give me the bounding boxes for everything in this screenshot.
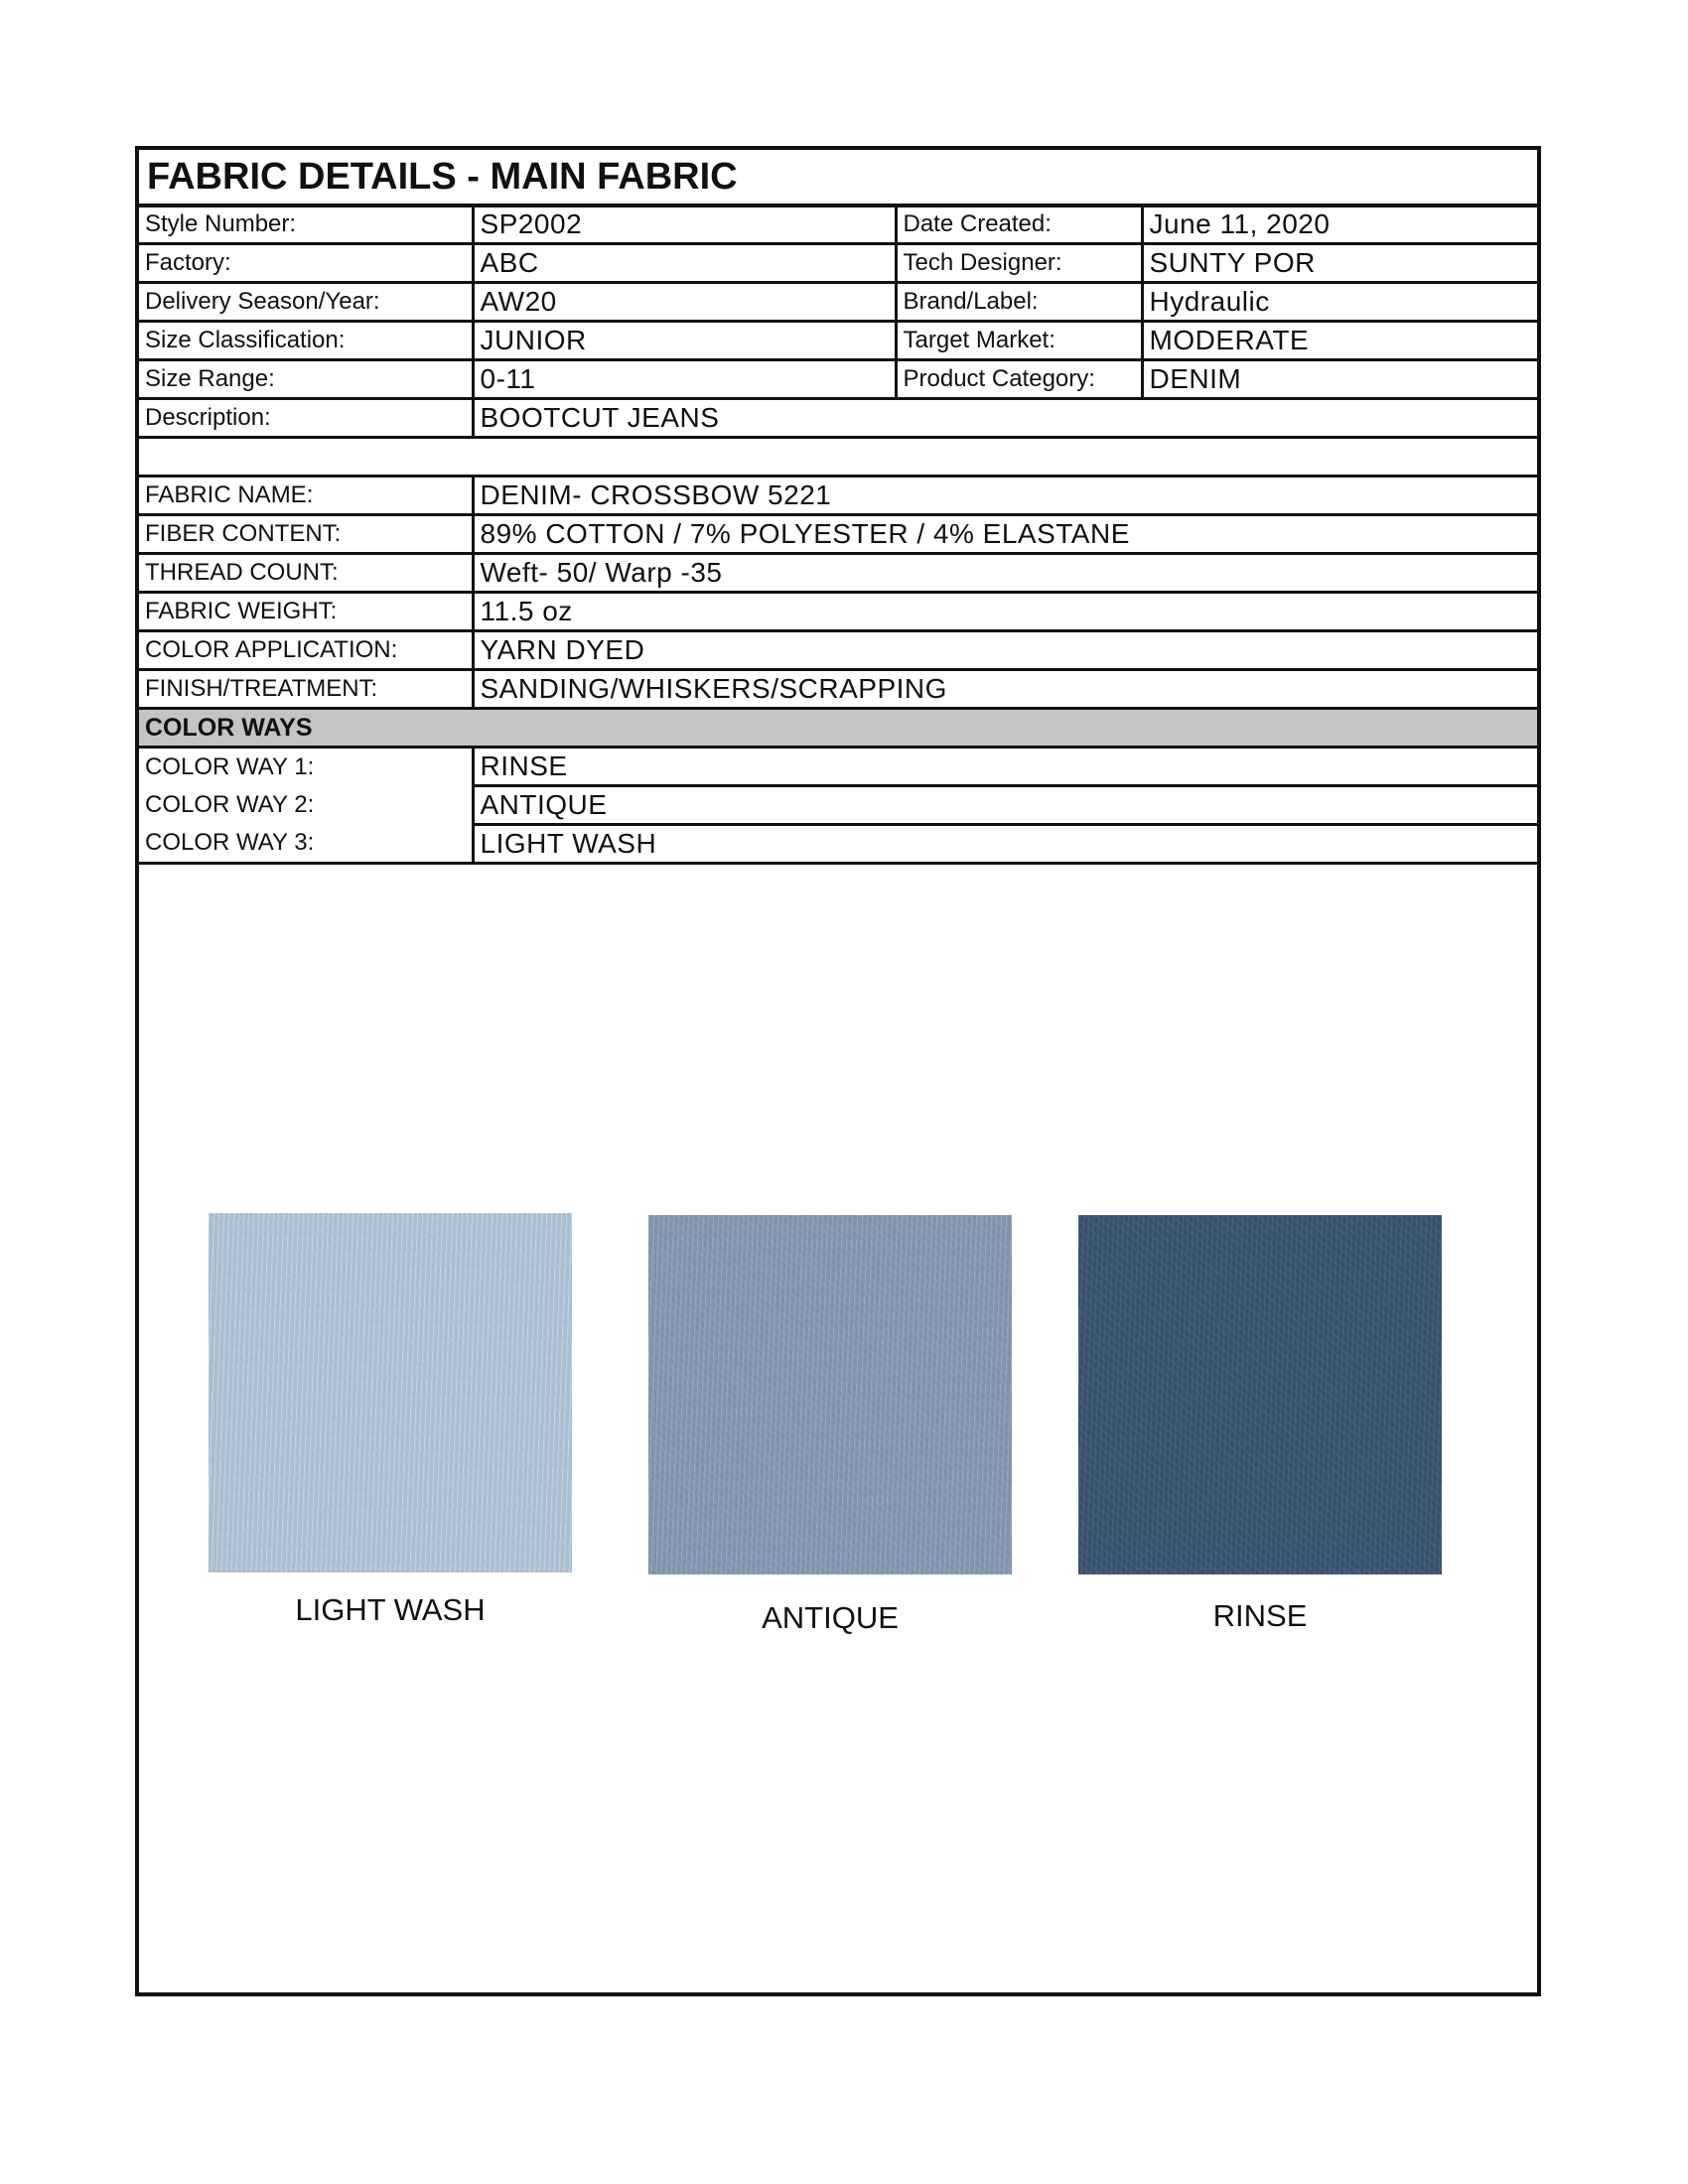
fabric-weight-value: 11.5 oz [473,593,1537,631]
table-row [139,283,1537,322]
color-ways-heading: COLOR WAYS [139,709,1537,748]
size-classification-label: Size Classification: [139,322,473,360]
product-category-value: DENIM [1142,360,1537,399]
fabric-sheet [135,146,1541,1996]
size-range-value: 0-11 [473,360,896,399]
swatch-caption-light-wash: LIGHT WASH [295,1592,486,1627]
finish-treatment-value: SANDING/WHISKERS/SCRAPPING [473,670,1537,709]
color-application-value: YARN DYED [473,631,1537,670]
table-row [139,554,1537,593]
swatch-light-wash [209,1213,572,1572]
color-application-label: COLOR APPLICATION: [139,631,473,670]
delivery-season-label: Delivery Season/Year: [139,283,473,322]
table-row [139,593,1537,631]
brand-value: Hydraulic [1142,283,1537,322]
spacer-cell [139,438,1537,477]
color-way-1-value: RINSE [473,748,1537,786]
tech-designer-label: Tech Designer: [896,244,1142,283]
color-way-1-label: COLOR WAY 1: [139,748,473,786]
color-ways-heading-row [139,709,1537,748]
finish-treatment-label: FINISH/TREATMENT: [139,670,473,709]
header-table [139,204,1537,865]
fabric-name-value: DENIM- CROSSBOW 5221 [473,477,1537,515]
fiber-content-label: FIBER CONTENT: [139,515,473,554]
factory-value: ABC [473,244,896,283]
fiber-content-value: 89% COTTON / 7% POLYESTER / 4% ELASTANE [473,515,1537,554]
table-row [139,205,1537,244]
color-way-3-label: COLOR WAY 3: [139,825,473,864]
swatch-caption-rinse: RINSE [1212,1598,1308,1633]
table-row [139,360,1537,399]
color-way-2-value: ANTIQUE [473,786,1537,825]
product-category-label: Product Category: [896,360,1142,399]
date-created-value: June 11, 2020 [1142,205,1537,244]
fabric-name-label: FABRIC NAME: [139,477,473,515]
swatch-antique [648,1215,1012,1574]
target-market-label: Target Market: [896,322,1142,360]
target-market-value: MODERATE [1142,322,1537,360]
spacer-row [139,438,1537,477]
table-row [139,515,1537,554]
date-created-label: Date Created: [896,205,1142,244]
table-row [139,670,1537,709]
brand-label: Brand/Label: [896,283,1142,322]
page-title: FABRIC DETAILS - MAIN FABRIC [139,150,1537,207]
table-row [139,786,1537,825]
tech-designer-value: SUNTY POR [1142,244,1537,283]
color-way-3-value: LIGHT WASH [473,825,1537,864]
style-number-label: Style Number: [139,205,473,244]
table-row [139,477,1537,515]
table-row [139,748,1537,786]
fabric-weight-label: FABRIC WEIGHT: [139,593,473,631]
size-range-label: Size Range: [139,360,473,399]
swatch-caption-antique: ANTIQUE [762,1600,899,1635]
thread-count-label: THREAD COUNT: [139,554,473,593]
table-row [139,399,1537,438]
description-value: BOOTCUT JEANS [473,399,1537,438]
table-row [139,631,1537,670]
description-label: Description: [139,399,473,438]
thread-count-value: Weft- 50/ Warp -35 [473,554,1537,593]
delivery-season-value: AW20 [473,283,896,322]
table-row [139,322,1537,360]
color-way-2-label: COLOR WAY 2: [139,786,473,825]
size-classification-value: JUNIOR [473,322,896,360]
swatch-rinse [1078,1215,1442,1574]
table-row [139,244,1537,283]
factory-label: Factory: [139,244,473,283]
table-row [139,825,1537,864]
style-number-value: SP2002 [473,205,896,244]
